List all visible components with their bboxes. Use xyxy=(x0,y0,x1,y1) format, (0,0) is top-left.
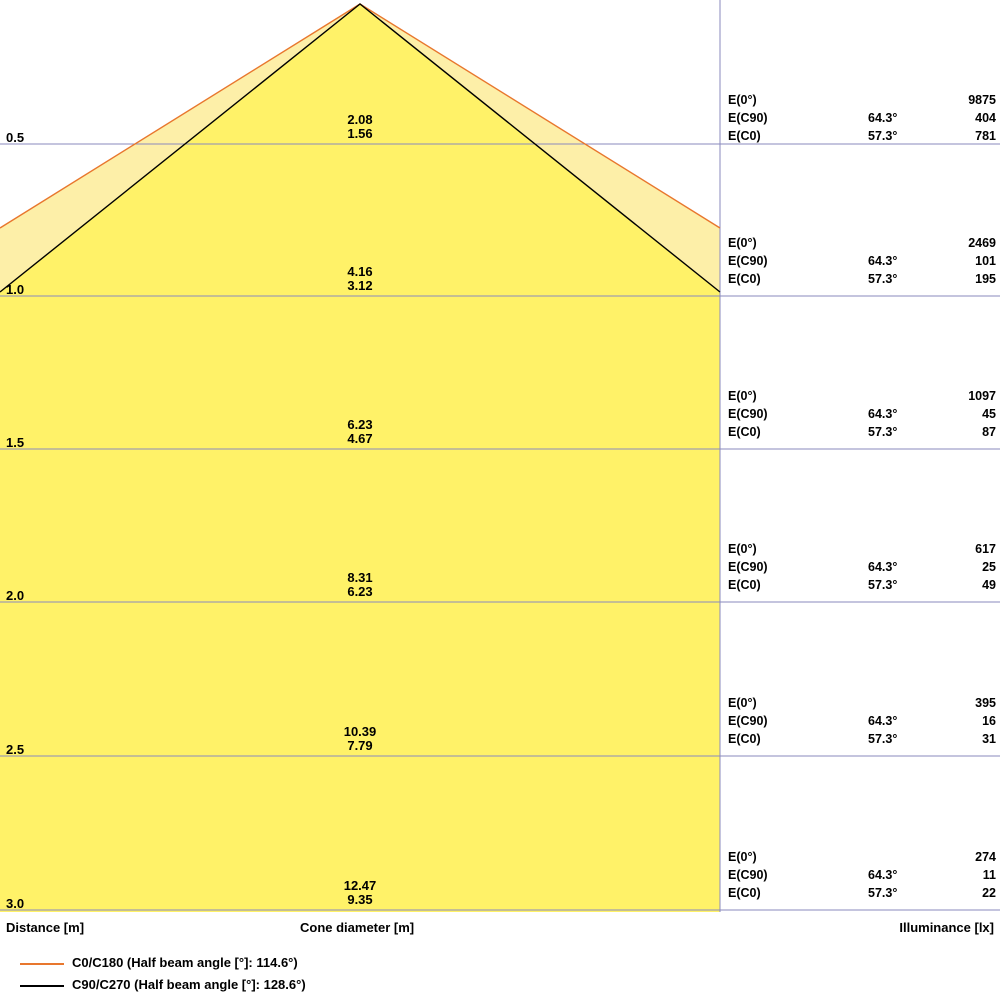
illuminance-value: 404 xyxy=(975,111,996,125)
illuminance-angle: 64.3° xyxy=(868,868,898,882)
illuminance-row xyxy=(728,252,996,270)
legend-swatch-line-icon xyxy=(20,963,64,965)
illuminance-value: 16 xyxy=(982,714,996,728)
cone-diameter-group-5 xyxy=(270,725,450,753)
illuminance-row xyxy=(728,109,996,127)
illuminance-row xyxy=(728,234,996,252)
distance-label-1: 0.5 xyxy=(6,130,25,145)
illuminance-value: 1097 xyxy=(968,389,996,403)
illuminance-row xyxy=(728,866,996,884)
illuminance-value: 49 xyxy=(982,578,996,592)
illuminance-label: E(0°) xyxy=(728,236,757,250)
legend-label: C90/C270 (Half beam angle [°]: 128.6°) xyxy=(72,977,306,992)
illuminance-angle: 64.3° xyxy=(868,560,898,574)
cone-diameter-c90: 3.12 xyxy=(347,278,373,293)
axis-caption-illuminance: Illuminance [lx] xyxy=(899,920,994,935)
illuminance-angle: 57.3° xyxy=(868,732,898,746)
illuminance-label: E(C90) xyxy=(728,714,768,728)
illuminance-label: E(0°) xyxy=(728,542,757,556)
illuminance-label: E(0°) xyxy=(728,696,757,710)
illuminance-group-2 xyxy=(728,234,996,288)
illuminance-value: 22 xyxy=(982,886,996,900)
illuminance-value: 617 xyxy=(975,542,996,556)
illuminance-value: 31 xyxy=(982,732,996,746)
illuminance-row xyxy=(728,694,996,712)
illuminance-row xyxy=(728,405,996,423)
illuminance-angle: 57.3° xyxy=(868,886,898,900)
illuminance-row xyxy=(728,712,996,730)
illuminance-label: E(C0) xyxy=(728,425,761,439)
cone-diameter-c0: 6.23 xyxy=(347,417,373,432)
illuminance-value: 195 xyxy=(975,272,996,286)
cone-diameter-c0: 2.08 xyxy=(347,112,373,127)
distance-label-5: 2.5 xyxy=(6,742,25,757)
illuminance-value: 45 xyxy=(982,407,996,421)
illuminance-label: E(C0) xyxy=(728,886,761,900)
illuminance-row xyxy=(728,884,996,902)
cone-diameter-c90: 1.56 xyxy=(347,126,373,141)
legend-item-c90 xyxy=(10,974,306,996)
illuminance-label: E(C90) xyxy=(728,560,768,574)
cone-diameter-c90: 7.79 xyxy=(347,738,373,753)
distance-label-6: 3.0 xyxy=(6,896,25,911)
cone-diameter-c90: 9.35 xyxy=(347,892,373,907)
cone-diameter-group-6 xyxy=(270,879,450,907)
distance-label-3: 1.5 xyxy=(6,435,25,450)
legend-item-c0 xyxy=(10,952,306,974)
cone-diameter-group-1 xyxy=(270,113,450,141)
illuminance-label: E(C90) xyxy=(728,111,768,125)
cone-diameter-c90: 6.23 xyxy=(347,584,373,599)
illuminance-row xyxy=(728,540,996,558)
illuminance-label: E(C90) xyxy=(728,868,768,882)
illuminance-value: 395 xyxy=(975,696,996,710)
cone-diameter-c0: 8.31 xyxy=(347,570,373,585)
illuminance-row xyxy=(728,387,996,405)
illuminance-value: 274 xyxy=(975,850,996,864)
cone-diameter-c0: 12.47 xyxy=(343,878,377,893)
illuminance-angle: 57.3° xyxy=(868,272,898,286)
illuminance-angle: 64.3° xyxy=(868,111,898,125)
illuminance-label: E(C90) xyxy=(728,407,768,421)
illuminance-label: E(C0) xyxy=(728,732,761,746)
illuminance-row xyxy=(728,423,996,441)
illuminance-label: E(0°) xyxy=(728,850,757,864)
cone-diameter-group-3 xyxy=(270,418,450,446)
illuminance-value: 25 xyxy=(982,560,996,574)
illuminance-value: 101 xyxy=(975,254,996,268)
legend-swatch-line-icon xyxy=(20,985,64,987)
illuminance-value: 11 xyxy=(982,868,996,882)
illuminance-group-5 xyxy=(728,694,996,748)
illuminance-angle: 57.3° xyxy=(868,578,898,592)
illuminance-angle: 64.3° xyxy=(868,407,898,421)
cone-diameter-group-2 xyxy=(270,265,450,293)
illuminance-group-4 xyxy=(728,540,996,594)
illuminance-value: 9875 xyxy=(968,93,996,107)
illuminance-label: E(0°) xyxy=(728,93,757,107)
illuminance-label: E(0°) xyxy=(728,389,757,403)
cone-diameter-c0: 4.16 xyxy=(347,264,373,279)
illuminance-label: E(C90) xyxy=(728,254,768,268)
illuminance-row xyxy=(728,91,996,109)
legend xyxy=(10,952,306,996)
illuminance-group-1 xyxy=(728,91,996,145)
illuminance-angle: 57.3° xyxy=(868,129,898,143)
illuminance-angle: 64.3° xyxy=(868,714,898,728)
illuminance-row xyxy=(728,127,996,145)
illuminance-row xyxy=(728,576,996,594)
illuminance-row xyxy=(728,848,996,866)
illuminance-group-3 xyxy=(728,387,996,441)
axis-caption-distance: Distance [m] xyxy=(6,920,85,935)
illuminance-row xyxy=(728,558,996,576)
illuminance-value: 87 xyxy=(982,425,996,439)
illuminance-group-6 xyxy=(728,848,996,902)
distance-label-2: 1.0 xyxy=(6,282,25,297)
illuminance-label: E(C0) xyxy=(728,129,761,143)
illuminance-row xyxy=(728,730,996,748)
cone-diameter-group-4 xyxy=(270,571,450,599)
cone-diameter-c0: 10.39 xyxy=(343,724,377,739)
illuminance-label: E(C0) xyxy=(728,578,761,592)
cone-diameter-c90: 4.67 xyxy=(347,431,373,446)
axis-caption-cone-diameter: Cone diameter [m] xyxy=(300,920,415,935)
illuminance-angle: 64.3° xyxy=(868,254,898,268)
illuminance-row xyxy=(728,270,996,288)
illuminance-value: 2469 xyxy=(968,236,996,250)
legend-label: C0/C180 (Half beam angle [°]: 114.6°) xyxy=(72,955,298,970)
illuminance-value: 781 xyxy=(975,129,996,143)
distance-label-4: 2.0 xyxy=(6,588,25,603)
illuminance-label: E(C0) xyxy=(728,272,761,286)
illuminance-angle: 57.3° xyxy=(868,425,898,439)
